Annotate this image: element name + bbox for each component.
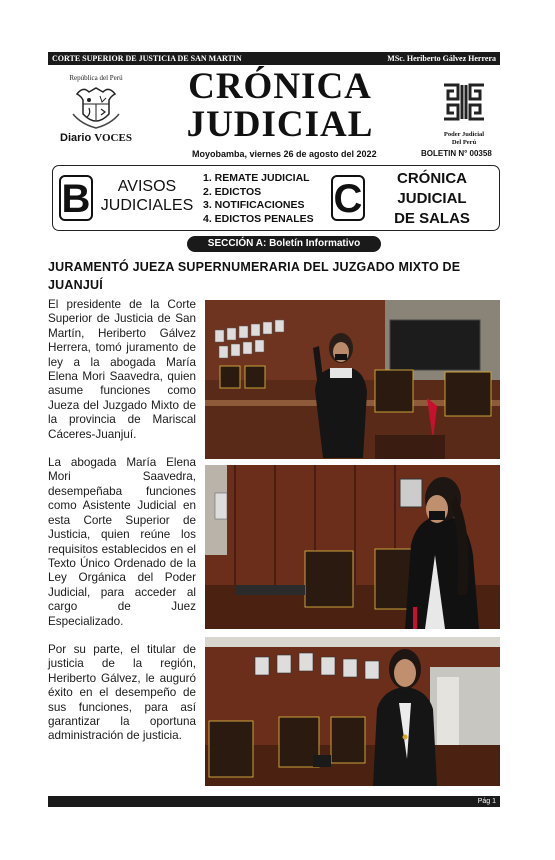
photo-jueza-portrait	[205, 465, 500, 629]
article-paragraph: El presidente de la Corte Superior de Justicia de San Martín, Heriberto Gálvez Herrera, tomó juramento de ley a la abogada María Elena Mori Saavedra, quien asume funciones como Jueza del Juzgado Mixto de la provincia de Mariscal Cáceres-Juanjuí.	[48, 298, 196, 441]
poder-judicial-icon	[441, 82, 487, 122]
section-c-letter: C	[331, 175, 365, 221]
republic-text: República del Perú	[69, 74, 123, 82]
sections-box	[52, 165, 500, 231]
masthead-title	[170, 68, 390, 144]
poder-judicial-text: Poder Judicial Del Perú	[443, 131, 485, 146]
page-footer	[48, 796, 500, 807]
diario-voces-logo	[56, 74, 136, 154]
avisos-judiciales-title: AVISOS JUDICIALES	[100, 178, 194, 214]
coat-of-arms-icon	[71, 84, 121, 130]
article-headline: JURAMENTÓ JUEZA SUPERNUMERARIA DEL JUZGADO MIXTO DE JUANJUÍ	[48, 260, 461, 292]
bulletin-number: BOLETIN N° 00358	[421, 149, 492, 158]
list-item: 1. REMATE JUDICIAL	[203, 172, 310, 184]
cronica-salas-title: CRÓNICA JUDICIAL DE SALAS	[394, 170, 470, 227]
court-name: CORTE SUPERIOR DE JUSTICIA DE SAN MARTIN	[52, 54, 242, 63]
photo-jueza-full	[205, 637, 500, 786]
page-number: Pág 1	[477, 798, 496, 805]
photo-oath-ceremony	[205, 300, 500, 459]
masthead-line-2: JUDICIAL	[186, 104, 374, 145]
dateline: Moyobamba, viernes 26 de agosto del 2022	[192, 149, 377, 159]
section-b-letter: B	[59, 175, 93, 221]
article-body	[48, 298, 196, 758]
list-item: 2. EDICTOS	[203, 185, 262, 198]
list-item: 3. NOTIFICACIONES	[203, 199, 305, 211]
newspaper-name: Diario VOCES	[60, 132, 132, 144]
article-paragraph: La abogada María Elena Mori Saavedra, desempeñaba funciones como Asistente Judicial en esta Corte Superior de Justicia, quien reúne los requisitos establecidos en el Texto Único Ordenado de la Ley Orgánica del Poder Judicial, para acceder al cargo de Juez Especializado.	[48, 456, 196, 628]
section-b-items	[203, 172, 314, 226]
article-paragraph: Por su parte, el titular de justicia de la región, Heriberto Gálvez, le auguró éxito en el desempeño de sus funciones, para así garantizar la oportuna administración de justicia.	[48, 642, 196, 743]
president-name: MSc. Heriberto Gálvez Herrera	[387, 54, 496, 63]
section-label: SECCIÓN A: Boletín Informativo	[187, 236, 381, 252]
poder-judicial-logo	[432, 82, 496, 147]
top-header-bar	[48, 52, 500, 65]
masthead-line-1: CRÓNICA	[188, 66, 372, 107]
list-item: 4. EDICTOS PENALES	[203, 212, 314, 225]
